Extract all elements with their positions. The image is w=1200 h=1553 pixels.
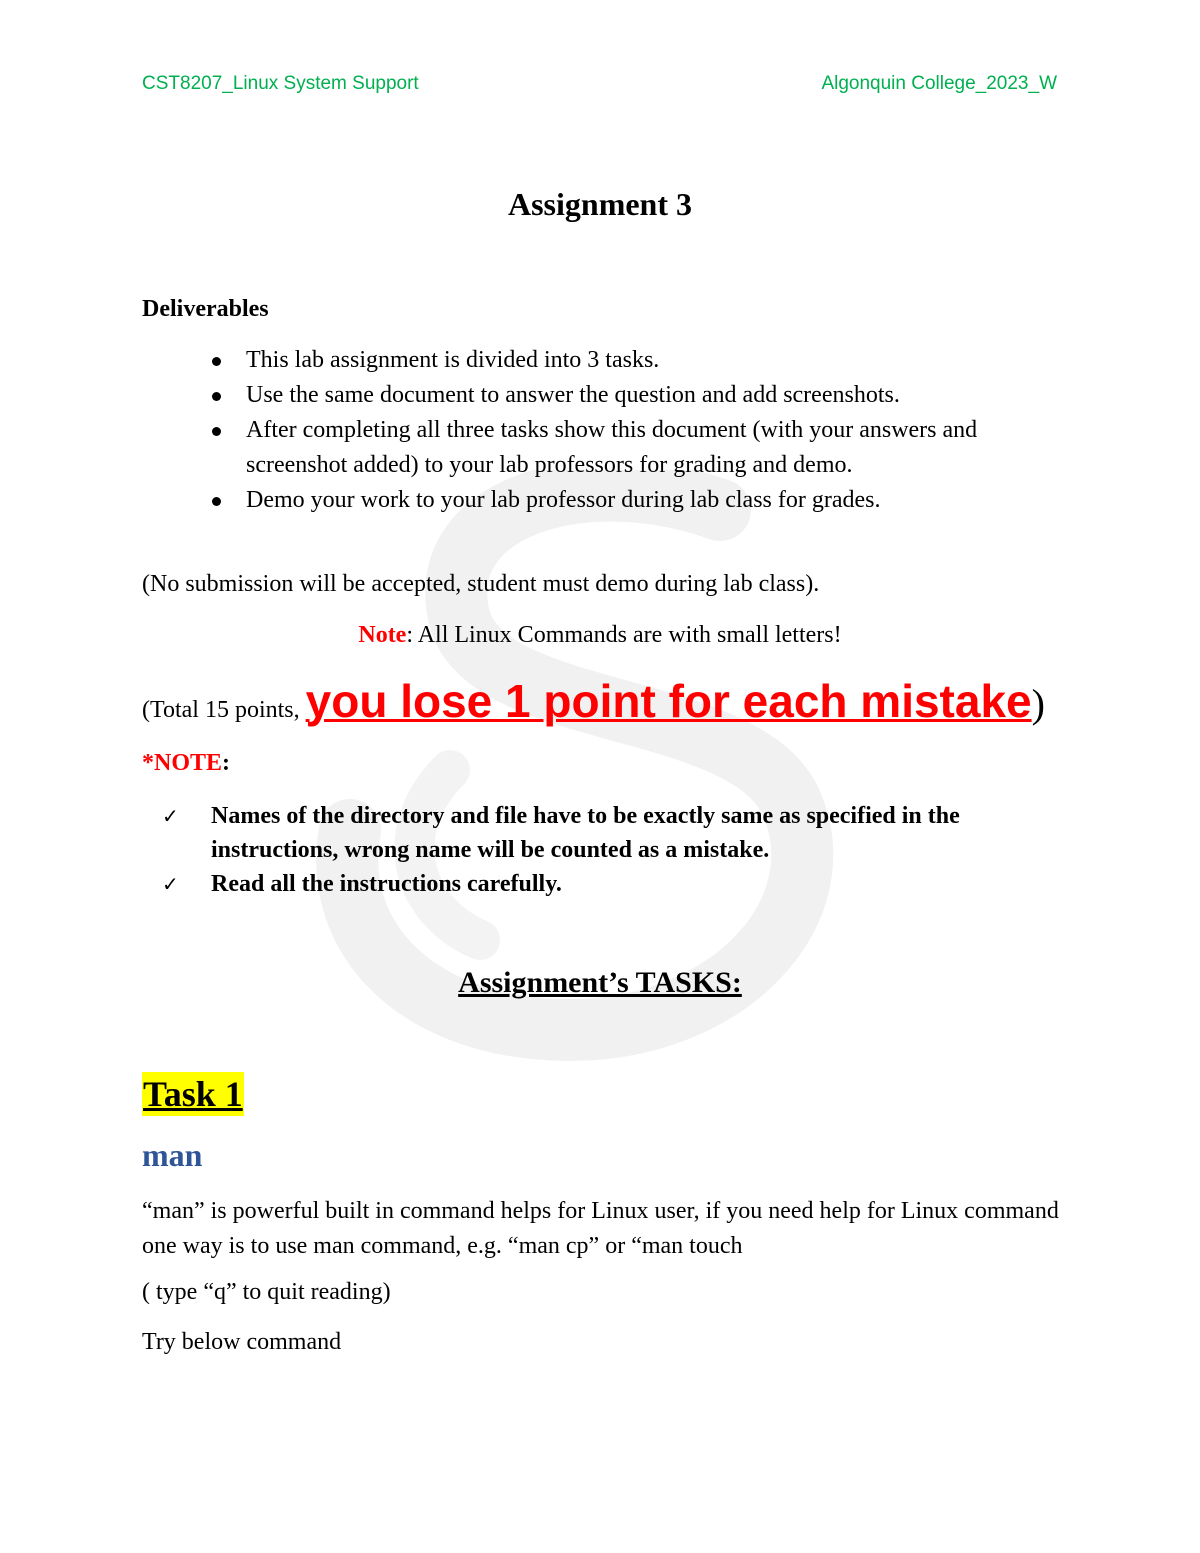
total-suffix: ) <box>1031 681 1045 726</box>
no-submission-text: (No submission will be accepted, student must demo during lab class). <box>142 571 820 597</box>
penalty-warning: you lose 1 point for each mistake <box>305 675 1032 727</box>
page-title: Assignment 3 <box>507 186 692 222</box>
man-subheading: man <box>142 1137 203 1173</box>
note-text: : All Linux Commands are with small letters! <box>406 622 842 648</box>
deliverables-list <box>142 343 1062 518</box>
check-list <box>142 799 1062 901</box>
list-item <box>142 413 1062 483</box>
deliverables-heading: Deliverables <box>142 296 269 322</box>
quit-instruction: ( type “q” to quit reading) <box>142 1279 391 1305</box>
list-item <box>142 483 1062 518</box>
list-item <box>142 867 1062 901</box>
star-note-colon: : <box>222 750 231 776</box>
bullet-dot-icon <box>212 357 221 366</box>
bullet-dot-icon <box>212 427 221 436</box>
list-item-text: Use the same document to answer the question and add screenshots. <box>246 382 900 408</box>
note-line <box>0 622 1200 649</box>
course-header: CST8207_Linux System Support <box>142 73 419 94</box>
list-item <box>142 378 1062 413</box>
institution-header: Algonquin College_2023_W <box>821 73 1057 94</box>
total-points-line <box>142 674 1045 728</box>
check-mark-icon: ✓ <box>162 872 179 896</box>
list-item-text: This lab assignment is divided into 3 tasks. <box>246 347 660 373</box>
list-item <box>142 799 1062 867</box>
try-command-text: Try below command <box>142 1329 342 1355</box>
check-mark-icon: ✓ <box>162 804 179 828</box>
star-note-heading <box>142 750 230 777</box>
note-label: Note <box>358 622 407 648</box>
check-item-text: Read all the instructions carefully. <box>211 871 562 897</box>
tasks-heading: Assignment’s TASKS: <box>458 966 742 999</box>
list-item-text: Demo your work to your lab professor during lab class for grades. <box>246 487 881 513</box>
check-item-text: Names of the directory and file have to be exactly same as specified in the instructions, wrong name will be counted as a mistake. <box>211 803 960 863</box>
man-description: “man” is powerful built in command helps for Linux user, if you need help for Linux command one way is to use man command, e.g. “man cp” or “man touch <box>142 1198 1059 1259</box>
bullet-dot-icon <box>212 392 221 401</box>
bullet-dot-icon <box>212 497 221 506</box>
star-note-label: *NOTE <box>142 750 223 776</box>
total-prefix: (Total 15 points, <box>142 697 306 723</box>
list-item-text: After completing all three tasks show this document (with your answers and screenshot added) to your lab professors for grading and demo. <box>246 417 978 478</box>
list-item <box>142 343 1062 378</box>
task1-heading: Task 1 <box>143 1074 243 1114</box>
